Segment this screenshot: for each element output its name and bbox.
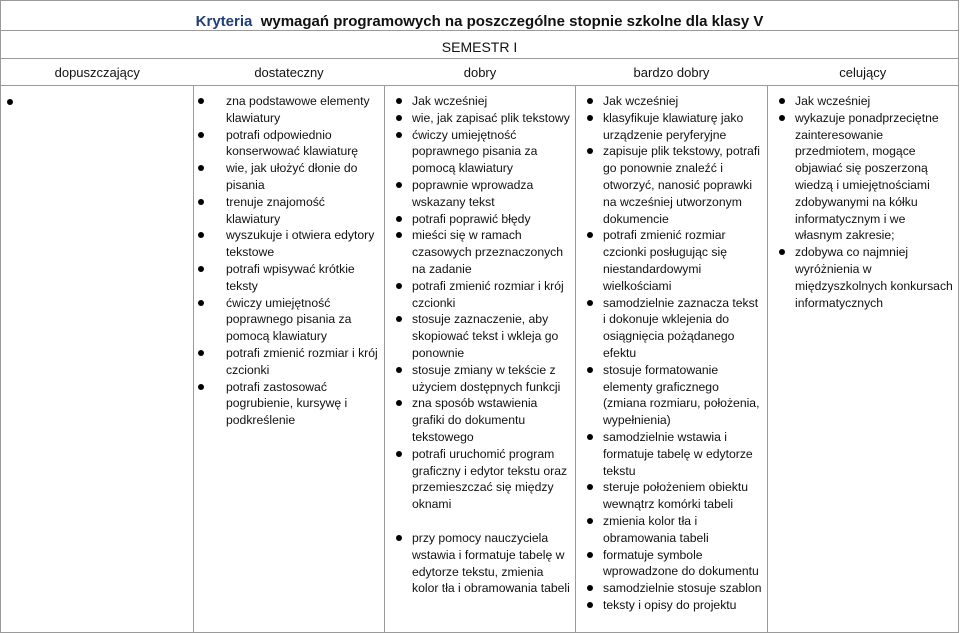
criteria-item [385, 110, 571, 127]
criteria-item [194, 295, 380, 345]
criteria-item [194, 127, 380, 161]
criteria-column-empty [1, 86, 194, 633]
criteria-item [576, 513, 763, 547]
criteria-item-text: ćwiczy umiejętność poprawnego pisania za pomocą klawiatury [412, 127, 538, 176]
criteria-item-text: potrafi poprawić błędy [412, 211, 531, 226]
bullet-icon [396, 98, 402, 104]
bullet-icon [396, 283, 402, 289]
bullet-icon [587, 367, 593, 373]
criteria-column-bardzo-dobry [576, 86, 768, 633]
criteria-item-text: zna podstawowe elementy klawiatury [226, 94, 370, 125]
criteria-item-text: zapisuje plik tekstowy, potrafi go ponownie znaleźć i otworzyć, nanosić poprawki na wcześniej utworzonym dokumencie [603, 144, 760, 226]
criteria-item-text: wie, jak ułożyć dłonie do pisania [226, 161, 358, 192]
bullet-icon [198, 98, 204, 104]
criteria-item [576, 227, 763, 294]
criteria-item-text: zna sposób wstawienia grafiki do dokumentu tekstowego [412, 396, 538, 444]
criteria-item-text: klasyfikuje klawiaturę jako urządzenie peryferyjne [603, 110, 744, 142]
criteria-item-text: potrafi odpowiednio konserwować klawiaturę [226, 127, 359, 159]
bullet-icon [587, 98, 593, 104]
criteria-item [768, 110, 954, 244]
bullet-icon [587, 115, 593, 121]
level-cell [768, 59, 959, 86]
criteria-list [194, 86, 384, 429]
criteria-item [576, 580, 763, 597]
criteria-item [576, 362, 763, 429]
criteria-item-text: trenuje znajomość klawiatury [226, 194, 325, 226]
criteria-item [576, 295, 763, 362]
bullet-icon [198, 384, 204, 390]
bullet-icon [198, 132, 204, 138]
bullet-icon [396, 115, 402, 121]
criteria-content-row [1, 86, 959, 633]
level-label-bardzo-dobry: bardzo dobry [633, 64, 710, 80]
criteria-item [385, 227, 571, 277]
criteria-list [576, 86, 767, 614]
bullet-icon [587, 300, 593, 306]
criteria-item [385, 278, 571, 312]
criteria-item [576, 597, 763, 614]
bullet-icon [198, 266, 204, 272]
criteria-item-text: stosuje zmiany w tekście z użyciem dostępnych funkcji [412, 362, 561, 394]
criteria-item-text: zmienia kolor tła i obramowania tabeli [603, 513, 709, 545]
criteria-column-celujacy [768, 86, 959, 633]
criteria-item-text: zdobywa co najmniej wyróżnienia w międzyszkolnych konkursach informatycznych [795, 245, 953, 310]
criteria-item-text: Jak wcześniej [412, 94, 488, 108]
bullet-icon [587, 585, 593, 591]
criteria-item-text: ćwiczy umiejętność poprawnego pisania za pomocą klawiatury [226, 295, 352, 344]
criteria-item-text: wykazuje ponadprzeciętne zainteresowanie przedmiotem, mogące objawiać się poszerzoną wiedzą i umiejętnościami zdobywanymi na kółku informatycznym i we własnym zakresie; [795, 110, 939, 243]
criteria-item [576, 143, 763, 227]
criteria-item-text: formatuje symbole wprowadzone do dokumentu [603, 547, 759, 579]
criteria-column-dostateczny [194, 86, 385, 633]
criteria-item-text: samodzielnie zaznacza tekst i dokonuje wklejenia do osiągnięcia pożądanego efektu [603, 295, 759, 360]
bullet-icon [396, 451, 402, 457]
bullet-icon [396, 535, 402, 541]
criteria-item-text: poprawnie wprowadza wskazany tekst [412, 177, 534, 209]
level-cell [194, 59, 385, 86]
criteria-item-text: stosuje formatowanie elementy graficznego (zmiana rozmiaru, położenia, wypełnienia) [603, 362, 760, 428]
semester-cell [1, 31, 959, 59]
bullet-icon [198, 300, 204, 306]
criteria-item [385, 211, 571, 228]
level-cell [576, 59, 768, 86]
criteria-item [194, 227, 380, 261]
criteria-item-text: wyszukuje i otwiera edytory tekstowe [226, 228, 375, 260]
criteria-item-text: potrafi uruchomić program graficzny i edytor tekstu oraz przemieszczać się między oknami [412, 446, 568, 512]
bullet-icon [587, 602, 593, 608]
bullet-icon [587, 434, 593, 440]
criteria-item-text: potrafi wpisywać krótkie teksty [226, 261, 355, 293]
bullet-icon [396, 400, 402, 406]
criteria-item [576, 479, 763, 513]
bullet-icon [587, 148, 593, 154]
bullet-icon [779, 98, 785, 104]
criteria-item-text: steruje położeniem obiektu wewnątrz komórki tabeli [603, 480, 748, 512]
level-label-dopuszczajacy: dopuszczający [54, 64, 140, 80]
criteria-item-text: teksty i opisy do projektu [603, 597, 737, 612]
criteria-item-text: Jak wcześniej [795, 94, 871, 108]
empty-bullet [1, 86, 193, 106]
criteria-item-text: potrafi zmienić rozmiar czcionki posługując się niestandardowymi wielkościami [603, 228, 727, 293]
bullet-icon [198, 165, 204, 171]
criteria-item [385, 177, 571, 211]
criteria-item [576, 547, 763, 581]
bullet-icon [396, 232, 402, 238]
criteria-item-text: wie, jak zapisać plik tekstowy [412, 110, 570, 125]
title-keyword: Kryteria [195, 13, 253, 30]
criteria-item [194, 379, 380, 429]
bullet-icon [396, 316, 402, 322]
bullet-icon [198, 232, 204, 238]
criteria-item [576, 429, 763, 479]
title-cell [1, 1, 959, 31]
criteria-item [768, 244, 954, 311]
criteria-item [385, 93, 571, 110]
bullet-icon [396, 367, 402, 373]
bullet-icon [587, 484, 593, 490]
criteria-item [385, 395, 571, 445]
page-title [196, 7, 764, 30]
level-cell [1, 59, 194, 86]
criteria-item-text: samodzielnie stosuje szablon [603, 581, 762, 596]
criteria-item [385, 530, 571, 597]
criteria-column-dobry [385, 86, 576, 633]
bullet-icon [198, 350, 204, 356]
bullet-icon [396, 216, 402, 222]
criteria-list [768, 86, 958, 311]
criteria-item-text: przy pomocy nauczyciela wstawia i formatuje tabelę w edytorze tekstu, zmienia kolor tła i obramowania tabeli [412, 530, 570, 596]
level-label-dostateczny: dostateczny [254, 64, 324, 80]
criteria-item-text: stosuje zaznaczenie, aby skopiować tekst i wkleja go ponownie [412, 312, 559, 360]
criteria-item [385, 446, 571, 513]
bullet-icon [7, 99, 13, 105]
criteria-item-text: Jak wcześniej [603, 94, 679, 108]
criteria-item-text: mieści się w ramach czasowych przeznaczonych na zadanie [412, 228, 564, 276]
criteria-item [385, 311, 571, 361]
criteria-item [194, 261, 380, 295]
semester-label: SEMESTR I [441, 39, 518, 55]
criteria-item-text: potrafi zmienić rozmiar i krój czcionki [412, 278, 564, 310]
bullet-icon [587, 232, 593, 238]
grade-levels-row [1, 59, 959, 86]
level-label-dobry: dobry [463, 64, 497, 80]
criteria-item [194, 160, 380, 194]
bullet-icon [587, 552, 593, 558]
criteria-item [385, 127, 571, 177]
criteria-item [194, 194, 380, 228]
criteria-list [385, 86, 575, 597]
criteria-item [576, 93, 763, 110]
criteria-item [385, 362, 571, 396]
criteria-item [576, 110, 763, 144]
bullet-icon [198, 199, 204, 205]
bullet-icon [587, 518, 593, 524]
criteria-item-text: samodzielnie wstawia i formatuje tabelę w edytorze tekstu [603, 429, 753, 478]
bullet-icon [779, 115, 785, 121]
bullet-icon [779, 249, 785, 255]
criteria-item-text: potrafi zmienić rozmiar i krój czcionki [226, 345, 378, 377]
bullet-icon [396, 182, 402, 188]
level-cell [385, 59, 576, 86]
level-label-celujacy: celujący [839, 64, 887, 80]
title-rest: wymagań programowych na poszczególne stopnie szkolne dla klasy V [260, 13, 764, 30]
criteria-item [194, 345, 380, 379]
bullet-icon [396, 132, 402, 138]
criteria-item [194, 93, 380, 127]
criteria-item-text: potrafi zastosować pogrubienie, kursywę i podkreślenie [226, 379, 348, 428]
criteria-item [768, 93, 954, 110]
